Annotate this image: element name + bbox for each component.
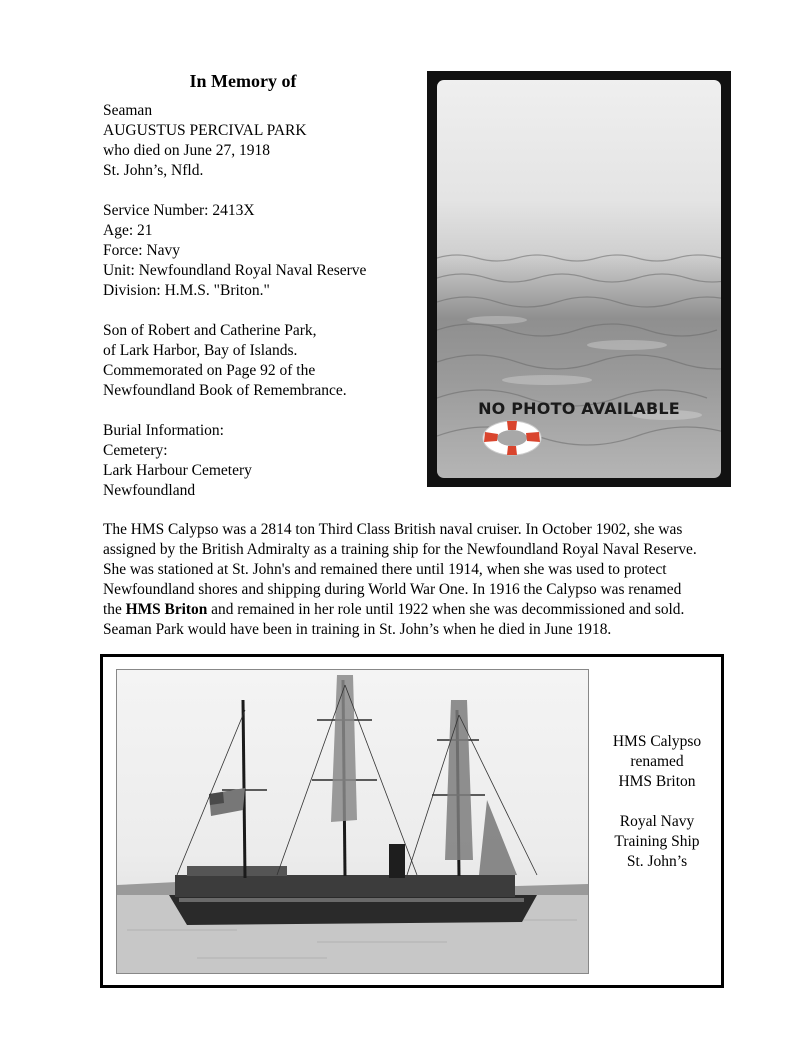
ship-photograph [116,669,589,974]
spacer [103,181,413,201]
caption-line: renamed [630,753,684,770]
person-name: AUGUSTUS PERCIVAL PARK [103,122,307,139]
age: Age: 21 [103,222,153,239]
caption-line: Royal Navy [619,813,695,830]
cemetery-label: Cemetery: [103,442,168,459]
history-line: She was stationed at St. John's and remained there until 1914, when she was used to protect [103,561,667,578]
spacer [597,792,717,812]
cemetery-region: Newfoundland [103,482,196,499]
life-ring-icon [481,418,543,458]
history-line: Newfoundland shores and shipping during World War One. In 1916 the Calypso was renamed [103,581,682,598]
family-line: Son of Robert and Catherine Park, [103,322,317,339]
unit: Unit: Newfoundland Royal Naval Reserve [103,262,367,279]
no-photo-frame [427,71,731,487]
death-date: who died on June 27, 1918 [103,142,271,159]
history-text: the [103,601,126,618]
family-line: Commemorated on Page 92 of the [103,362,316,379]
rank: Seaman [103,102,153,119]
cemetery-name: Lark Harbour Cemetery [103,462,252,479]
spacer [103,401,413,421]
history-text: and remained in her role until 1922 when she was decommissioned and sold. [207,601,685,618]
history-line [103,600,763,620]
ship-photo-box [100,654,724,988]
sea-waves-graphic [437,80,721,478]
caption-line: HMS Briton [618,773,696,790]
service-number: Service Number: 2413X [103,202,255,219]
no-photo-label: NO PHOTO AVAILABLE [478,399,680,418]
ship-caption [597,732,717,872]
ship-illustration [117,670,588,973]
caption-line: HMS Calypso [612,733,702,750]
caption-line: St. John’s [626,853,688,870]
death-place: St. John’s, Nfld. [103,162,204,179]
memorial-details [103,101,413,501]
spacer [103,301,413,321]
force: Force: Navy [103,242,181,259]
sea-image [437,80,721,478]
history-line: Seaman Park would have been in training in St. John’s when he died in June 1918. [103,621,612,638]
ship-history-paragraph [103,520,763,640]
history-line: The HMS Calypso was a 2814 ton Third Class British naval cruiser. In October 1902, she was [103,521,683,538]
family-line: of Lark Harbor, Bay of Islands. [103,342,298,359]
burial-heading: Burial Information: [103,422,224,439]
family-line: Newfoundland Book of Remembrance. [103,382,347,399]
page-title: In Memory of [189,71,297,91]
caption-line: Training Ship [614,833,700,850]
division: Division: H.M.S. "Briton." [103,282,270,299]
history-line: assigned by the British Admiralty as a training ship for the Newfoundland Royal Naval Reserve. [103,541,697,558]
ship-name-bold: HMS Briton [125,601,208,618]
